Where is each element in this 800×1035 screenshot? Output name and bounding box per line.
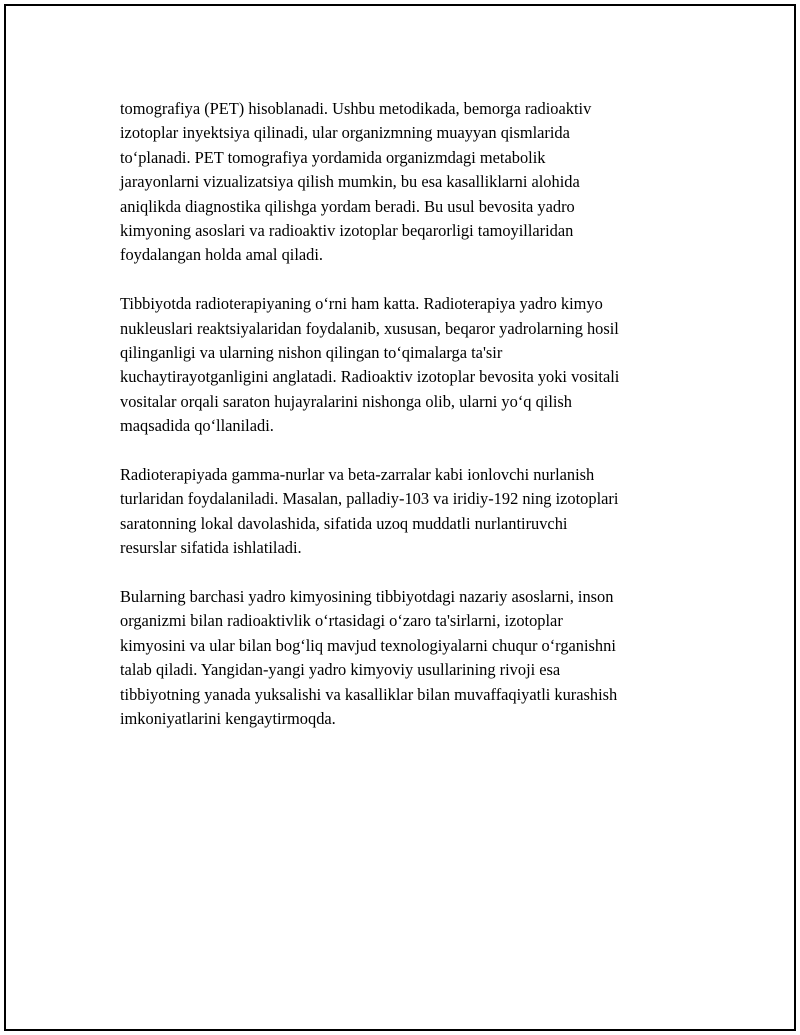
text-line: qilinganligi va ularning nishon qilingan to‘qimalarga ta'sir — [120, 343, 503, 363]
text-line: to‘planadi. PET tomografiya yordamida organizmdagi metabolik — [120, 147, 546, 167]
document-body — [120, 97, 695, 756]
text-line: kuchaytirayotganligini anglatadi. Radioaktiv izotoplar bevosita yoki vositali — [120, 367, 620, 387]
text-line: maqsadida qo‘llaniladi. — [120, 416, 274, 436]
text-line: nukleuslari reaktsiyalaridan foydalanib, xususan, beqaror yadrolarning hosil — [120, 318, 619, 338]
text-line: jarayonlarni vizualizatsiya qilish mumkin, bu esa kasalliklarni alohida — [120, 172, 580, 192]
text-line: saratonning lokal davolashida, sifatida uzoq muddatli nurlantiruvchi — [120, 513, 568, 533]
text-line: organizmi bilan radioaktivlik o‘rtasidagi o‘zaro ta'sirlarni, izotoplar — [120, 611, 563, 631]
paragraph-conclusion — [120, 585, 695, 731]
text-line: kimyoning asoslari va radioaktiv izotoplar beqarorligi tamoyillaridan — [120, 221, 574, 241]
text-line: resurslar sifatida ishlatiladi. — [120, 538, 302, 558]
text-line: aniqlikda diagnostika qilishga yordam beradi. Bu usul bevosita yadro — [120, 196, 575, 216]
text-line: turlaridan foydalaniladi. Masalan, palladiy-103 va iridiy-192 ning izotoplari — [120, 489, 619, 509]
paragraph-radiation-types — [120, 463, 695, 561]
text-line: Tibbiyotda radioterapiyaning o‘rni ham katta. Radioterapiya yadro kimyo — [120, 294, 603, 314]
text-line: foydalangan holda amal qiladi. — [120, 245, 323, 265]
text-line: Bularning barchasi yadro kimyosining tibbiyotdagi nazariy asoslarni, inson — [120, 587, 614, 607]
text-line: vositalar orqali saraton hujayralarini nishonga olib, ularni yo‘q qilish — [120, 391, 573, 411]
text-line: izotoplar inyektsiya qilinadi, ular organizmning muayyan qismlarida — [120, 123, 570, 143]
text-line: kimyosini va ular bilan bog‘liq mavjud texnologiyalarni chuqur o‘rganishni — [120, 635, 616, 655]
text-line: talab qiladi. Yangidan-yangi yadro kimyoviy usullarining rivoji esa — [120, 660, 561, 680]
text-line: Radioterapiyada gamma-nurlar va beta-zarralar kabi ionlovchi nurlanish — [120, 465, 595, 485]
paragraph-radiotherapy-role — [120, 292, 695, 438]
text-line: tibbiyotning yanada yuksalishi va kasalliklar bilan muvaffaqiyatli kurashish — [120, 684, 618, 704]
page-frame — [4, 4, 796, 1031]
paragraph-pet-tomography — [120, 97, 695, 268]
text-line: tomografiya (PET) hisoblanadi. Ushbu metodikada, bemorga radioaktiv — [120, 99, 592, 118]
text-line: imkoniyatlarini kengaytirmoqda. — [120, 709, 336, 729]
